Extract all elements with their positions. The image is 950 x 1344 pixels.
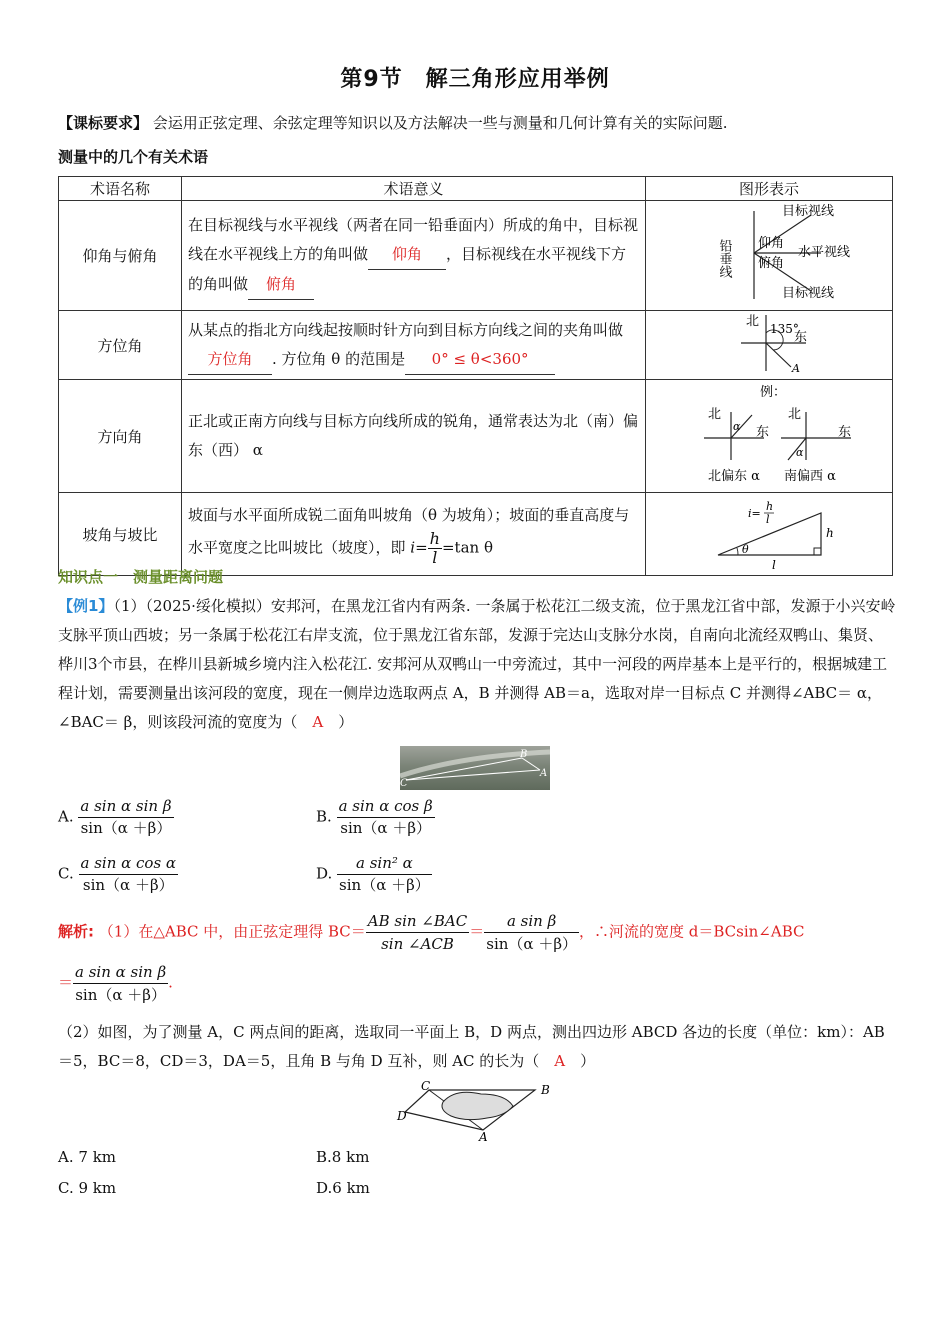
photo-c-label: C [400,778,408,789]
river-photo [400,746,550,790]
ex2-option-d[interactable] [316,1179,370,1197]
slope-den: l [766,513,770,526]
caption-sw: 南偏西 α [784,469,836,484]
fraction-denominator: sin（α ＋β） [75,986,166,1004]
east-label: 东 [756,425,770,440]
photo-a-label: A [540,768,548,779]
option-value: 7 km [78,1148,117,1166]
answer-blank: 仰角 [368,240,446,270]
fraction-denominator: l [432,548,438,567]
example1-question [58,592,896,737]
term-name: 坡角与坡比 [59,493,182,576]
option-key: A. [58,807,74,826]
theta-label: θ [742,543,749,556]
length-label: l [772,558,776,571]
solution-fraction [73,961,168,1006]
option-key: C. [58,864,74,883]
table-row [59,311,893,380]
meaning-text: 从某点的指北方向线起按顺时针方向到目标方向线之间的夹角叫做 [188,320,624,339]
fraction-numerator: h [429,529,440,548]
answer-blank: 0° ≤ θ<360° [405,345,555,375]
solution-text: （1）在△ABC 中，由正弦定理得 BC＝ [98,922,366,941]
elevation-angle-label: 仰角 [758,236,785,251]
course-requirement [58,112,898,133]
fraction-denominator: sin ∠ACB [381,935,454,953]
meaning-text: ，目标视线在水平视线下方的角叫做 [188,245,627,293]
alpha-label: α [733,420,741,433]
fraction-numerator: a sin α sin β [78,796,173,818]
fraction-numerator: AB sin ∠BAC [366,910,469,933]
slope-diagram [646,493,892,571]
meaning-text: 坡面与水平面所成锐二面角叫坡角（θ 为坡角）；坡面的垂直高度与水平宽度之比叫坡比（坡度），即 [188,506,630,557]
bottom-sight-label: 目标视线 [782,286,835,301]
fraction-denominator: sin（α ＋β） [486,935,577,953]
alpha-label: α [796,446,804,459]
option-a[interactable] [58,796,174,839]
term-name: 方向角 [59,380,182,493]
solution-text: ＝ [58,973,74,992]
river-photo-lines [400,746,550,790]
height-label: h [826,526,834,540]
solution [58,910,896,1006]
page-title: 第9节 解三角形应用举例 [340,67,610,92]
option-key: B. [316,807,332,826]
fraction-denominator: sin（α ＋β） [339,876,430,894]
figure-bearing [646,311,893,380]
term-name: 方位角 [59,311,182,380]
header-figure: 图形表示 [646,177,893,201]
requirement-label: 【课标要求】 [58,114,149,132]
term-name: 仰角与俯角 [59,201,182,311]
knowledge-point-heading: 知识点一 测量距离问题 [58,568,224,586]
fraction-numerator: a sin α cos α [79,853,179,875]
meaning-text: 在目标视线与水平视线（两者在同一铅垂面内）所成的角中，目标视线在水平视线上方的角叫做 [188,216,639,263]
example2-answer: A [554,1052,566,1070]
table-row [59,201,893,311]
direction-diagram [646,380,892,488]
example2-close: ） [565,1052,596,1070]
table-header-row [59,177,893,201]
bearing-angle-label: 135° [770,322,799,336]
point-a-label: A [792,362,800,375]
example1-close: ） [323,713,354,731]
fraction-numerator: a sin² α [337,853,432,875]
top-sight-label: 目标视线 [782,204,835,219]
slope-i-label: i= [748,507,761,520]
fraction-denominator: sin（α ＋β） [80,819,172,837]
figure-slope [646,493,893,576]
table-row [59,380,893,493]
example1-label: 【例1】 [58,597,114,615]
slope-fraction [428,530,442,567]
option-key: B. [316,1148,332,1166]
terms-table [58,176,893,576]
option-key: D. [316,1179,333,1197]
vertical-line-label: 铅垂线 [716,239,732,278]
option-value: 6 km [332,1179,370,1197]
ex2-option-a[interactable] [58,1148,116,1166]
point-a-label: A [479,1130,488,1144]
quadrilateral-figure [395,1078,555,1144]
option-fraction [337,853,432,896]
header-name: 术语名称 [59,177,182,201]
point-d-label: D [397,1109,407,1123]
bearing-diagram [646,311,892,375]
option-fraction [79,853,179,896]
example1-answer: A [312,713,324,731]
north-label: 北 [788,407,802,422]
ex2-option-b[interactable] [316,1148,369,1166]
fraction-denominator: sin（α ＋β） [82,876,174,894]
example2-text: （2）如图，为了测量 A，C 两点间的距离，选取同一平面上 B，D 两点，测出四边形 ABCD 各边的长度（单位：km）：AB＝5，BC＝8，CD＝3，DA＝5，且角 B 与角 D 互补，则 AC 的长为（ [58,1023,885,1070]
requirement-text: 会运用正弦定理、余弦定理等知识以及方法解决一些与测量和几何计算有关的实际问题. [152,114,728,132]
header-meaning: 术语意义 [182,177,646,201]
north-label: 北 [746,314,760,329]
solution-label: 解析: [58,922,94,941]
term-meaning [182,201,646,311]
photo-b-label: B [520,749,528,760]
east-label: 东 [838,425,852,440]
option-b[interactable] [316,796,435,839]
meaning-text: . 方位角 θ 的范围是 [272,349,406,368]
point-b-label: B [541,1083,550,1097]
example1-text: （1）（2025·绥化模拟）安邦河，在黑龙江省内有两条. 一条属于松花江二级支流，位于黑龙江省中部，发源于小兴安岭支脉平顶山西坡；另一条属于松花江右岸支流，位于黑龙江省东部，发源于完达山支脉分水岗，自南向北流经双鸭山、集贤、桦川3个市县，在桦川县新城乡境内注入松花江. 安邦河从双鸭山一中旁流过，其中一河段的两岸基本上是平行的，根据城建工程计划，需要测量出该河段的宽度，现在一侧岸边选取两点 A，B 并测得 AB＝a，选取对岸一目标点 C 并测得∠ABC＝ α，∠BAC＝ β，则该段河流的宽度为（ [58,597,896,731]
ex2-option-c[interactable] [58,1179,116,1197]
solution-fraction [366,910,469,955]
formula-lhs: i= [410,538,428,557]
example-label: 例： [760,385,787,400]
terms-heading: 测量中的几个有关术语 [58,148,209,166]
table-row [59,493,893,576]
answer-blank: 俯角 [248,270,314,300]
example2-question [58,1018,896,1076]
meaning-text: 正北或正南方向线与目标方向线所成的锐角，通常表达为北（南）偏东（西） α [188,412,639,459]
fraction-numerator: a sin β [484,910,579,933]
formula-rhs: =tan θ [441,538,493,557]
elevation-diagram [646,201,892,306]
option-value: 9 km [78,1179,117,1197]
option-value: 8 km [331,1148,370,1166]
option-key: A. [58,1148,74,1166]
solution-text: . [168,973,173,992]
term-meaning [182,493,646,576]
fraction-numerator: a sin α sin β [73,961,168,984]
solution-text: ，∴河流的宽度 d＝BCsin∠ABC [579,922,805,941]
caption-ne: 北偏东 α [708,469,760,484]
depression-angle-label: 俯角 [758,256,785,271]
solution-fraction [484,910,579,955]
east-label: 东 [794,330,808,345]
option-key: C. [58,1179,74,1197]
term-meaning [182,311,646,380]
fraction-denominator: sin（α ＋β） [340,819,431,837]
north-label: 北 [708,407,722,422]
point-c-label: C [421,1079,431,1093]
answer-blank: 方位角 [188,345,272,375]
figure-elevation [646,201,893,311]
figure-direction [646,380,893,493]
option-c[interactable] [58,853,178,896]
option-fraction [337,796,435,839]
option-key: D. [316,864,333,883]
option-d[interactable] [316,853,432,896]
option-fraction [78,796,173,839]
horizontal-label: 水平视线 [798,245,851,260]
slope-num: h [766,500,774,513]
term-meaning [182,380,646,493]
solution-text: ＝ [469,922,485,941]
quadrilateral-diagram [395,1078,555,1144]
fraction-numerator: a sin α cos β [337,796,435,818]
